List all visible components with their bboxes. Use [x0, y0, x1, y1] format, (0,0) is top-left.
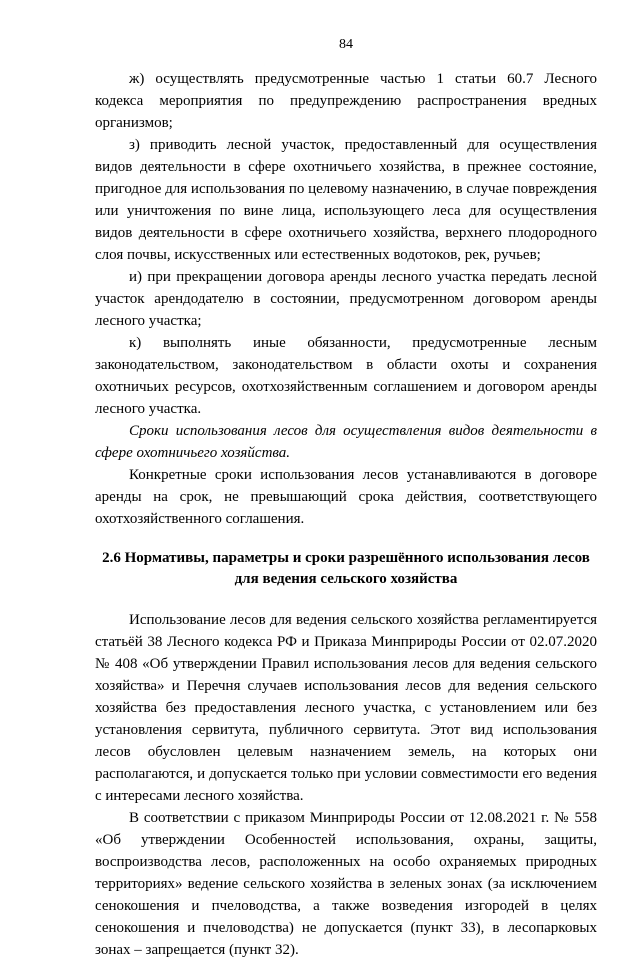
section-heading: 2.6 Нормативы, параметры и сроки разрешённого использования лесов для ведения сельского хозяйства	[102, 550, 590, 587]
document-page	[95, 0, 598, 958]
paragraph-item-k: к) выполнять иные обязанности, предусмотренные лесным законодательством, законодательством в области охоты и сохранения охотничьих ресурсов, охотхозяйственным соглашением и договором аренды лесного участка.	[95, 335, 597, 417]
page-content	[95, 68, 597, 961]
page-number: 84	[339, 37, 353, 52]
paragraph-item-i: и) при прекращении договора аренды лесного участка передать лесной участок арендодателю в состоянии, предусмотренном договором аренды лесного участка;	[95, 269, 597, 329]
heading-spacer	[95, 590, 597, 609]
paragraph-agriculture-regulation: Использование лесов для ведения сельского хозяйства регламентируется статьёй 38 Лесного кодекса РФ и Приказа Минприроды России от 02.07.2020 № 408 «Об утверждении Правил использования лесов для ведения сельского хозяйства» и Перечня случаев использования лесов для ведения сельского хозяйства без предоставления лесного участка, с установлением или без установления сервитута, публичного сервитута. Этот вид использования лесов обусловлен целевым назначением земель, на которых они располагаются, и допускается только при условии совместимости его ведения с интересами лесного хозяйства.	[95, 612, 597, 804]
paragraph-order-558: В соответствии с приказом Минприроды России от 12.08.2021 г. № 558 «Об утверждении Особенностей использования, охраны, защиты, воспроизводства лесов, расположенных на особо охраняемых природных территориях» ведение сельского хозяйства в зеленых зонах (за исключением сенокошения и пчеловодства, а также возведения изгородей в целях сенокошения и пчеловодства) не допускается (пункт 33), в лесопарковых зонах – запрещается (пункт 32).	[95, 810, 597, 958]
paragraph-terms: Конкретные сроки использования лесов устанавливаются в договоре аренды на срок, не превышающий срока действия, соответствующего охотхозяйственного соглашения.	[95, 467, 597, 527]
italic-subheading: Сроки использования лесов для осуществления видов деятельности в сфере охотничьего хозяйства.	[95, 423, 597, 461]
paragraph-item-z: з) приводить лесной участок, предоставленный для осуществления видов деятельности в сфере охотничьего хозяйства, в прежнее состояние, пригодное для использования по целевому назначению, в случае повреждения или уничтожения по вине лица, использующего леса для осуществления видов деятельности в сфере охотничьего хозяйства, верхнего плодородного слоя почвы, искусственных или естественных водотоков, рек, ручьев;	[95, 137, 598, 263]
paragraph-item-zh: ж) осуществлять предусмотренные частью 1 статьи 60.7 Лесного кодекса мероприятия по предупреждению распространения вредных организмов;	[95, 71, 597, 131]
